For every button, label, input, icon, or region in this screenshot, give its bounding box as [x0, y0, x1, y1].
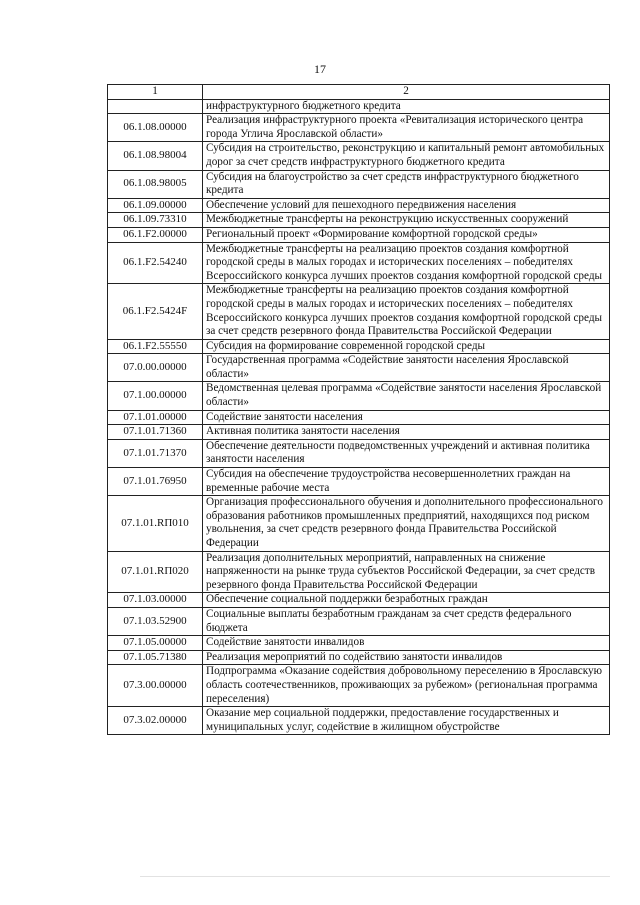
table-header-row — [108, 85, 610, 100]
row-code: 07.1.05.71380 — [108, 650, 203, 665]
row-code: 06.1.F2.54240 — [108, 242, 203, 284]
table-row — [108, 439, 610, 467]
row-code: 07.1.01.71370 — [108, 439, 203, 467]
table-row — [108, 607, 610, 635]
row-code: 07.0.00.00000 — [108, 354, 203, 382]
page-number: 17 — [314, 62, 326, 76]
row-code: 07.1.01.RП020 — [108, 551, 203, 593]
table-row — [108, 354, 610, 382]
row-description: инфраструктурного бюджетного кредита — [203, 99, 610, 114]
table-row — [108, 665, 610, 707]
row-code: 06.1.09.00000 — [108, 198, 203, 213]
row-code: 07.1.05.00000 — [108, 636, 203, 651]
table-row — [108, 227, 610, 242]
table-row — [108, 242, 610, 284]
row-description: Субсидия на строительство, реконструкцию и капитальный ремонт автомобильных дорог за счет средств инфраструктурного бюджетного кредита — [203, 142, 610, 170]
table-row — [108, 551, 610, 593]
row-description: Реализация мероприятий по содействию занятости инвалидов — [203, 650, 610, 665]
budget-code-table — [107, 84, 610, 735]
row-description: Государственная программа «Содействие занятости населения Ярославской области» — [203, 354, 610, 382]
table-row — [108, 410, 610, 425]
row-description: Субсидия на формирование современной городской среды — [203, 339, 610, 354]
row-code: 07.3.00.00000 — [108, 665, 203, 707]
row-code: 06.1.F2.00000 — [108, 227, 203, 242]
table-row — [108, 636, 610, 651]
row-code: 07.1.03.00000 — [108, 593, 203, 608]
table-row — [108, 99, 610, 114]
row-code: 07.1.03.52900 — [108, 607, 203, 635]
row-code: 06.1.F2.5424F — [108, 284, 203, 339]
table-row — [108, 213, 610, 228]
table-row — [108, 707, 610, 735]
row-code: 07.1.00.00000 — [108, 382, 203, 410]
row-code — [108, 99, 203, 114]
row-code: 07.1.01.76950 — [108, 468, 203, 496]
row-description: Субсидия на благоустройство за счет средств инфраструктурного бюджетного кредита — [203, 170, 610, 198]
column-header-description: 2 — [203, 85, 610, 100]
row-code: 06.1.09.73310 — [108, 213, 203, 228]
row-description: Содействие занятости инвалидов — [203, 636, 610, 651]
row-description: Межбюджетные трансферты на реализацию проектов создания комфортной городской среды в малых городах и исторических поселениях – победителях Всероссийского конкурса лучших проектов создания комфортной городской среды за счет средств резервного фонда Правительства Российской Федерации — [203, 284, 610, 339]
row-code: 06.1.F2.55550 — [108, 339, 203, 354]
row-code: 07.1.01.71360 — [108, 425, 203, 440]
table-row — [108, 468, 610, 496]
table-row — [108, 170, 610, 198]
row-description: Реализация инфраструктурного проекта «Ревитализация исторического центра города Углича Ярославской области» — [203, 114, 610, 142]
row-description: Обеспечение деятельности подведомственных учреждений и активная политика занятости населения — [203, 439, 610, 467]
table-row — [108, 593, 610, 608]
table-row — [108, 284, 610, 339]
column-header-code: 1 — [108, 85, 203, 100]
row-description: Обеспечение социальной поддержки безработных граждан — [203, 593, 610, 608]
row-description: Содействие занятости населения — [203, 410, 610, 425]
row-code: 07.1.01.00000 — [108, 410, 203, 425]
row-description: Субсидия на обеспечение трудоустройства несовершеннолетних граждан на временные рабочие места — [203, 468, 610, 496]
row-description: Реализация дополнительных мероприятий, направленных на снижение напряженности на рынке труда субъектов Российской Федерации, за счет средств резервного фонда Правительства Российской Федерации — [203, 551, 610, 593]
table-row — [108, 425, 610, 440]
row-description: Межбюджетные трансферты на реализацию проектов создания комфортной городской среды в малых городах и исторических поселениях – победителях Всероссийского конкурса лучших проектов создания комфортной городской среды — [203, 242, 610, 284]
table-row — [108, 650, 610, 665]
table-row — [108, 198, 610, 213]
row-code: 06.1.08.98005 — [108, 170, 203, 198]
table-row — [108, 339, 610, 354]
table-row — [108, 142, 610, 170]
row-description: Межбюджетные трансферты на реконструкцию искусственных сооружений — [203, 213, 610, 228]
row-description: Активная политика занятости населения — [203, 425, 610, 440]
row-description: Региональный проект «Формирование комфортной городской среды» — [203, 227, 610, 242]
table-body — [108, 99, 610, 735]
row-description: Оказание мер социальной поддержки, предоставление государственных и муниципальных услуг, содействие в жилищном обустройстве — [203, 707, 610, 735]
scan-edge-line — [140, 876, 610, 877]
row-description: Социальные выплаты безработным гражданам за счет средств федерального бюджета — [203, 607, 610, 635]
row-description: Организация профессионального обучения и дополнительного профессионального образования работников промышленных предприятий, находящихся под риском увольнения, за счет средств резервного фонда Правительства Российской Федерации — [203, 496, 610, 551]
row-code: 06.1.08.98004 — [108, 142, 203, 170]
row-code: 07.3.02.00000 — [108, 707, 203, 735]
table-row — [108, 382, 610, 410]
row-description: Ведомственная целевая программа «Содействие занятости населения Ярославской области» — [203, 382, 610, 410]
table-row — [108, 496, 610, 551]
row-description: Подпрограмма «Оказание содействия добровольному переселению в Ярославскую область соотечественников, проживающих за рубежом» (региональная программа переселения) — [203, 665, 610, 707]
row-description: Обеспечение условий для пешеходного передвижения населения — [203, 198, 610, 213]
row-code: 06.1.08.00000 — [108, 114, 203, 142]
table-row — [108, 114, 610, 142]
row-code: 07.1.01.RП010 — [108, 496, 203, 551]
